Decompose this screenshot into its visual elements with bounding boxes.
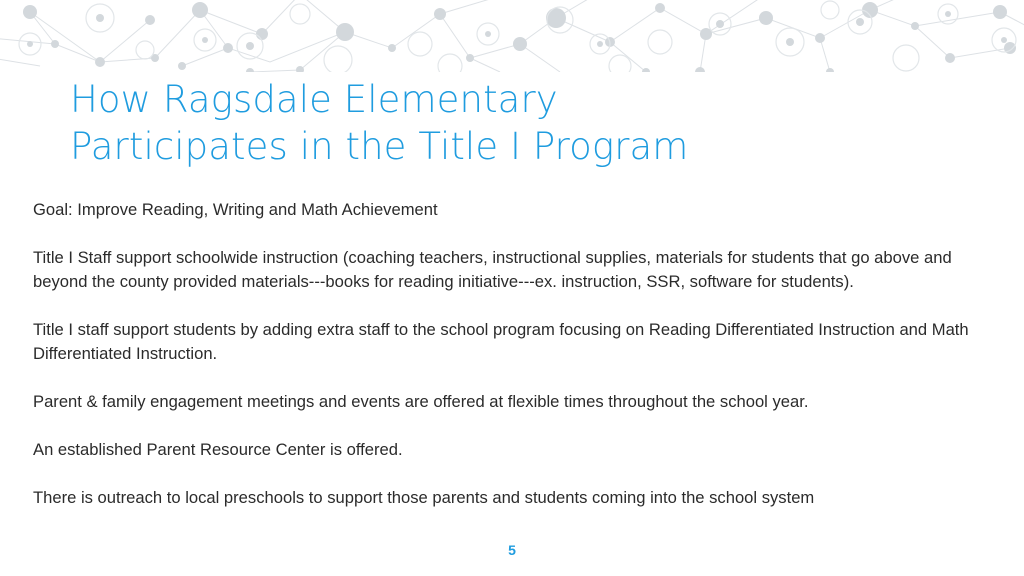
network-graphic [0,0,1024,72]
page-title [70,76,950,170]
page-number: 5 [508,542,516,558]
body-paragraph-preschool-outreach: There is outreach to local preschools to support those parents and students coming into the school system [33,488,815,507]
body-paragraph-parent-resource-center: An established Parent Resource Center is offered. [33,440,403,459]
body-paragraph-parent-engagement: Parent & family engagement meetings and events are offered at flexible times throughout the school year. [33,392,809,411]
body-paragraph-staff-support-schoolwide: Title I Staff support schoolwide instruction (coaching teachers, instructional supplies, materials for students that go above and beyond the county provided materials---books for reading initiative---ex. instruction, SSR, software for students). [33,248,952,291]
body-content [33,198,977,510]
page-title-line-1: How Ragsdale Elementary [70,78,558,121]
page-title-line-2: Participates in the Title I Program [70,125,689,168]
body-paragraph-goal: Goal: Improve Reading, Writing and Math Achievement [33,200,438,219]
body-paragraph-staff-support-students: Title I staff support students by adding extra staff to the school program focusing on Reading Differentiated Instruction and Math Differentiated Instruction. [33,320,969,363]
